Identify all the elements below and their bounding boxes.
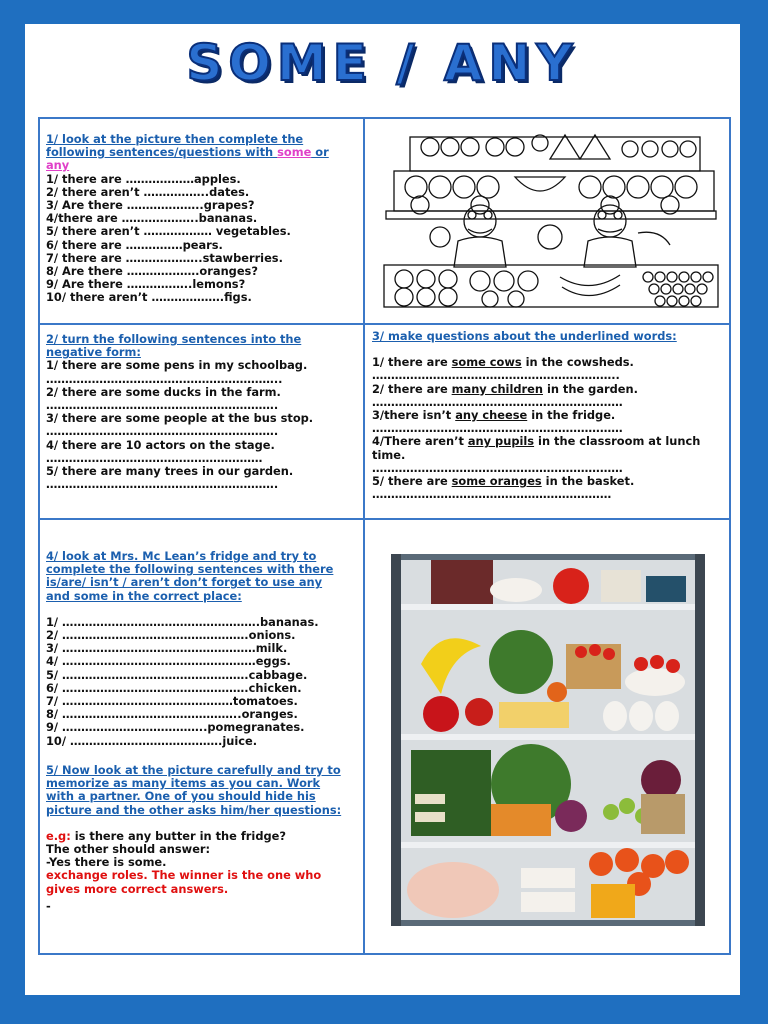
- exercise-3: [372, 330, 700, 501]
- market-illustration: [380, 125, 720, 309]
- exercise-1-item: 10/ there aren’t ……………….figs.: [46, 290, 252, 305]
- exercise-grid: [38, 117, 731, 955]
- answer-line: …………………………………………………………: [372, 421, 623, 436]
- exercise-2-item: 1/ there are some pens in my schoolbag.: [46, 358, 308, 373]
- underlined-words: any cheese: [455, 408, 528, 423]
- page-title: SOME / ANY: [186, 34, 579, 92]
- exercise-1-item: 6/ there are ……………pears.: [46, 237, 223, 252]
- answer-line: ………………………………………………………..: [372, 368, 620, 383]
- fridge-photo: [391, 554, 705, 926]
- exercise-4-item: 7/ ………………………………………tomatoes.: [46, 694, 298, 709]
- q-text: in the cowsheds.: [521, 355, 634, 370]
- example-label: e.g:: [46, 828, 71, 843]
- exercise-4: [46, 550, 333, 748]
- dash: -: [46, 898, 51, 913]
- instruction-red: exchange roles. The winner is the one who: [46, 868, 322, 883]
- exercise-4-item: 4/ ……………………………………………eggs.: [46, 654, 291, 669]
- column-divider: [363, 119, 365, 953]
- example-text: is there any butter in the fridge?: [70, 828, 286, 843]
- answer-line: …………………………………………………….: [46, 477, 279, 492]
- q-text: in the classroom at lunch: [534, 434, 701, 449]
- worksheet-page: [25, 24, 740, 995]
- exercise-5-heading: 5/ Now look at the picture carefully and try to: [46, 763, 341, 777]
- exercise-4-item: 10/ ………………………………….juice.: [46, 733, 258, 748]
- answer-line: …………………………………………………….: [46, 398, 279, 413]
- exercise-1-item: 8/ Are there ……………….oranges?: [46, 264, 258, 279]
- answer-line: …………………………………………………………: [372, 460, 623, 475]
- exercise-3-question-4: [372, 435, 700, 448]
- exercise-1-item: 9/ Are there ……………..lemons?: [46, 277, 246, 292]
- exercise-1-item: 2/ there aren’t ……………..dates.: [46, 184, 250, 199]
- exercise-5: [46, 764, 341, 913]
- q-text-continued: time.: [372, 447, 406, 462]
- exercise-4-item: 8/ ………………………………………..oranges.: [46, 707, 298, 722]
- underlined-words: some cows: [451, 355, 522, 370]
- exercise-2-item: 2/ there are some ducks in the farm.: [46, 384, 281, 399]
- exercise-3-heading: 3/ make questions about the underlined words:: [372, 329, 677, 343]
- exercise-2-item: 3/ there are some people at the bus stop.: [46, 411, 314, 426]
- exercise-4-item: 6/ ………………………………………….chicken.: [46, 680, 302, 695]
- answer-line: ………………………………………………………: [372, 487, 612, 502]
- exercise-5-heading: memorize as many items as you can. Work: [46, 776, 321, 791]
- exercise-2-heading: 2/ turn the following sentences into the: [46, 332, 302, 346]
- exercise-1-item: 1/ there are ………………apples.: [46, 171, 241, 186]
- exercise-4-heading: complete the following sentences with there: [46, 562, 334, 577]
- exercise-1-item: 7/ there are ………………..stawberries.: [46, 250, 283, 265]
- instruction-red: gives more correct answers.: [46, 881, 229, 896]
- row-divider-right-1: [365, 323, 731, 325]
- exercise-1-item: 4/there are ………………..bananas.: [46, 211, 258, 226]
- exercise-5-heading: with a partner. One of you should hide his: [46, 789, 316, 804]
- q-text: 3/there isn’t: [372, 408, 456, 423]
- underlined-words: any pupils: [467, 434, 535, 449]
- exercise-4-heading: 4/ look at Mrs. Mc Lean’s fridge and try to: [46, 549, 317, 563]
- q-text: 5/ there are: [372, 474, 452, 489]
- answer-line: …………………………………………………….: [46, 424, 279, 439]
- keyword-or: or: [311, 145, 329, 160]
- row-divider-left-1: [40, 323, 363, 325]
- answer-line: ……………………………………………………..: [46, 371, 283, 386]
- exercise-4-item: 1/ …………………………………………….bananas.: [46, 614, 319, 629]
- underlined-words: many children: [451, 381, 543, 396]
- q-text: 4/There aren’t: [372, 434, 468, 449]
- spacer: [46, 603, 333, 616]
- answer-line: …………………………………………………………: [372, 394, 623, 409]
- exercise-1: [46, 133, 329, 305]
- q-text: in the basket.: [541, 474, 635, 489]
- exercise-4-item: 5/ ………………………………………….cabbage.: [46, 667, 308, 682]
- keyword-some: some: [277, 145, 312, 160]
- exercise-1-heading-line-2: [46, 146, 329, 159]
- exercise-3-question-2: [372, 383, 700, 396]
- exercise-2: [46, 333, 313, 491]
- exercise-4-heading: and some in the correct place:: [46, 588, 242, 603]
- q-text: in the garden.: [542, 381, 638, 396]
- q-text: in the fridge.: [527, 408, 616, 423]
- exercise-1-heading-text: following sentences/questions with: [46, 145, 278, 160]
- keyword-any: any: [46, 158, 70, 173]
- exercise-1-item: 3/ Are there ………………..grapes?: [46, 198, 255, 213]
- exercise-5-heading: picture and the other asks him/her questions:: [46, 802, 342, 817]
- exercise-4-heading: is/are/ isn’t / aren’t don’t forget to use any: [46, 575, 323, 590]
- underlined-words: some oranges: [451, 474, 542, 489]
- q-text: 2/ there are: [372, 381, 452, 396]
- exercise-2-item: 5/ there are many trees in our garden.: [46, 464, 294, 479]
- exercise-2-heading-line-2: negative form:: [46, 345, 141, 360]
- answer-line: …………………………………………………: [46, 450, 263, 465]
- instruction-line: -Yes there is some.: [46, 855, 167, 870]
- exercise-1-item: 5/ there aren’t ……………… vegetables.: [46, 224, 291, 239]
- row-divider-2: [40, 518, 731, 520]
- exercise-4-item: 3/ ……………………………………………milk.: [46, 641, 288, 656]
- exercise-1-heading-line: 1/ look at the picture then complete the: [46, 132, 304, 146]
- exercise-4-item: 9/ ………………………………..pomegranates.: [46, 720, 305, 735]
- instruction-line: The other should answer:: [46, 842, 211, 857]
- q-text: 1/ there are: [372, 355, 452, 370]
- exercise-4-item: 2/ ………………………………………….onions.: [46, 628, 296, 643]
- exercise-2-item: 4/ there are 10 actors on the stage.: [46, 437, 275, 452]
